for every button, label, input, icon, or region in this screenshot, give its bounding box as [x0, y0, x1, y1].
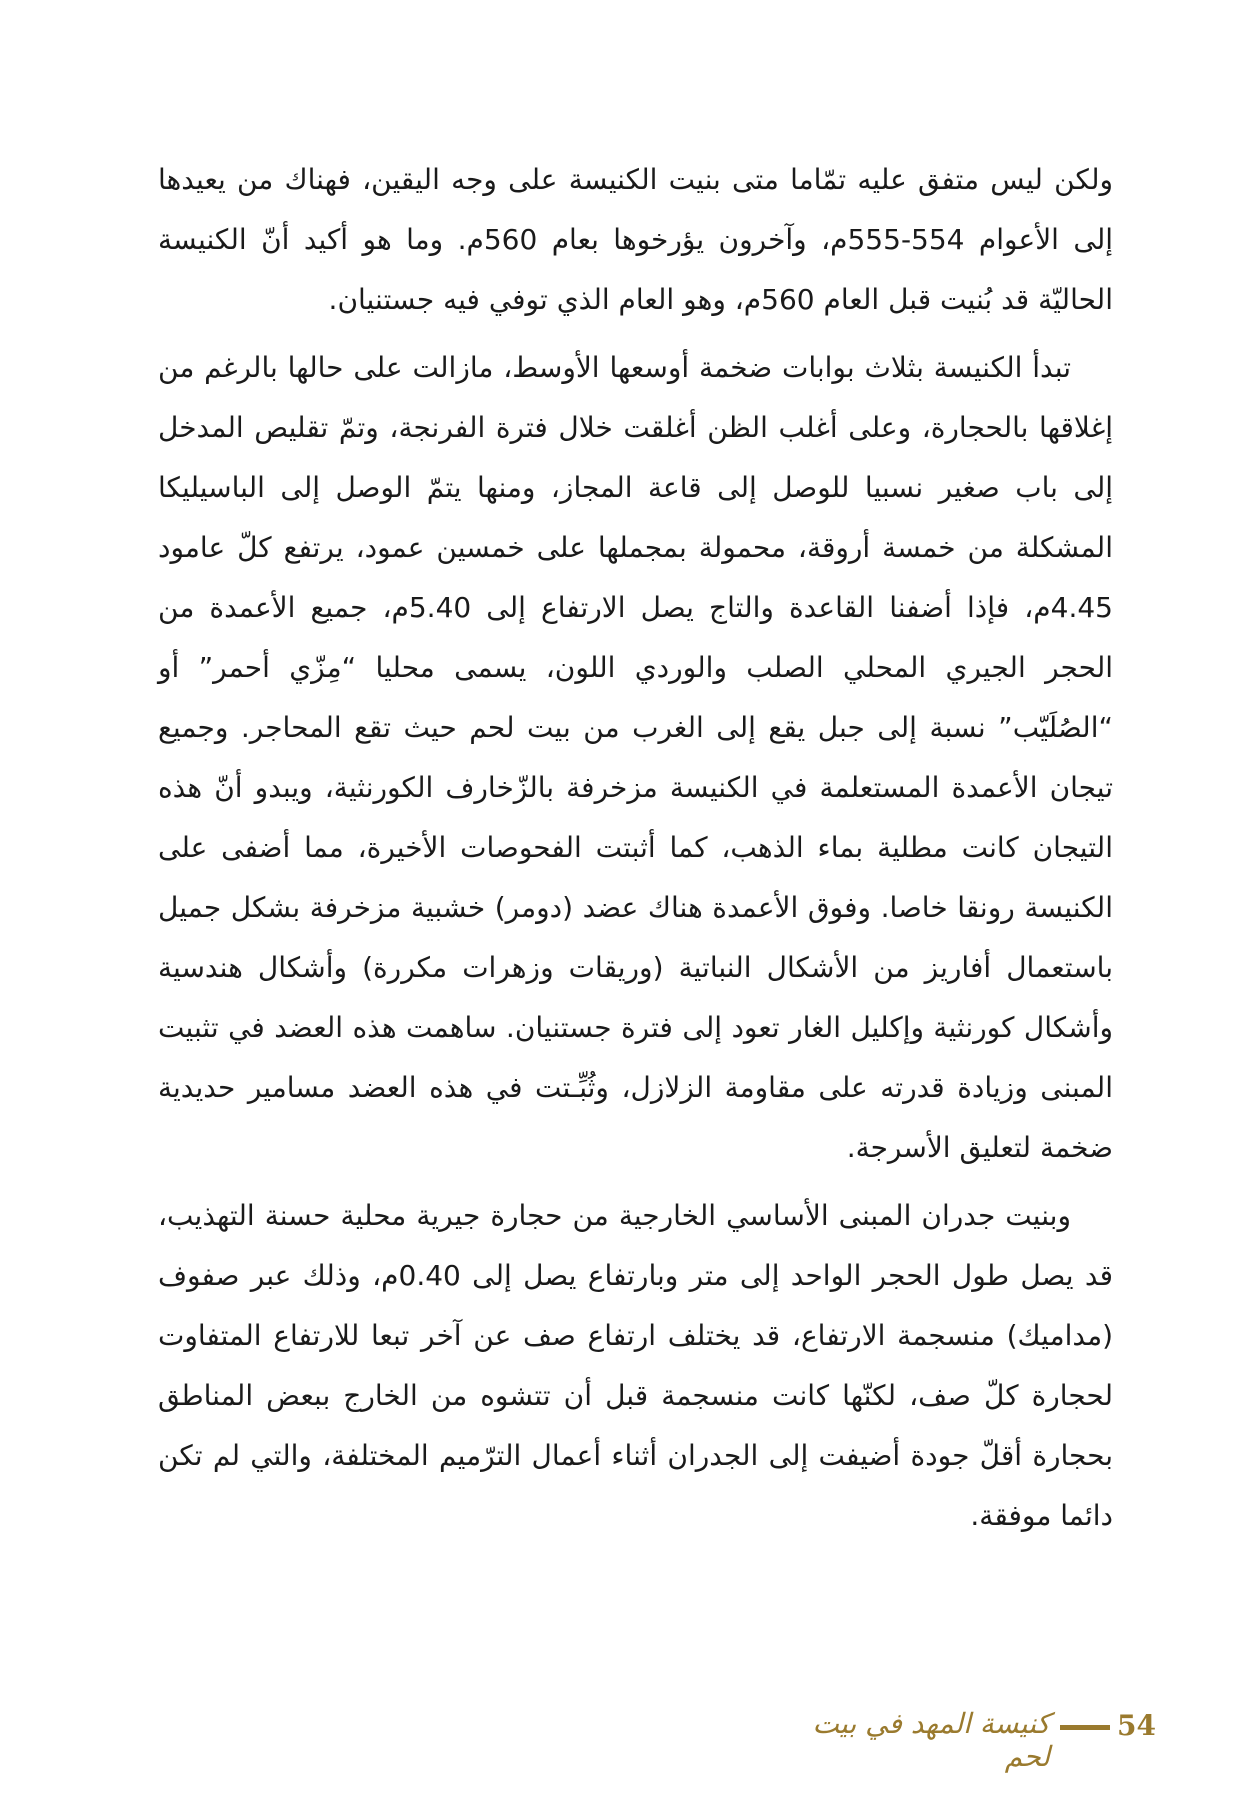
paragraph-2: تبدأ الكنيسة بثلاث بوابات ضخمة أوسعها الأوسط، مازالت على حالها بالرغم من إغلاقها بالحجارة، وعلى أغلب الظن أغلقت خلال فترة الفرنجة، وتمّ تقليص المدخل إلى باب صغير نسبيا للوصل إلى قاعة المجاز، ومنها يتمّ الوصل إلى الباسيليكا المشكلة من خمسة أروقة، محمولة بمجملها على خمسين عمود، يرتفع كلّ عامود 4.45م، فإذا أضفنا القاعدة والتاج يصل الارتفاع إلى 5.40م، جميع الأعمدة من الحجر الجيري المحلي الصلب والوردي اللون، يسمى محليا “مِزّي أحمر” أو “الصُلَيّب” نسبة إلى جبل يقع إلى الغرب من بيت لحم حيث تقع المحاجر. وجميع تيجان الأعمدة المستعلمة في الكنيسة مزخرفة بالزّخارف الكورنثية، ويبدو أنّ هذه التيجان كانت مطلية بماء الذهب، كما أثبتت الفحوصات الأخيرة، مما أضفى على الكنيسة رونقا خاصا. وفوق الأعمدة هناك عضد (دومر) خشبية مزخرفة بشكل جميل باستعمال أفاريز من الأشكال النباتية (وريقات وزهرات مكررة) وأشكال هندسية وأشكال كورنثية وإكليل الغار تعود إلى فترة جستنيان. ساهمت هذه العضد في تثبيت المبنى وزيادة قدرته على مقاومة الزلازل، وثُبِّـتت في هذه العضد مسامير حديدية ضخمة لتعليق الأسرجة. — [158, 351, 1113, 1164]
page-footer — [0, 1705, 1260, 1773]
page-number: 54 — [1117, 1709, 1156, 1742]
paragraph-1: ولكن ليس متفق عليه تمّاما متى بنيت الكنيسة على وجه اليقين، فهناك من يعيدها إلى الأعوام 554-555م، وآخرون يؤرخوها بعام 560م. وما هو أكيد أنّ الكنيسة الحاليّة قد بُنيت قبل العام 560م، وهو العام الذي توفي فيه جستنيان. — [158, 163, 1114, 316]
running-title: كنيسة المهد في بيت لحم — [812, 1707, 1050, 1773]
body-text — [158, 150, 1113, 1554]
footer-divider — [1060, 1725, 1110, 1730]
paragraph-3: وبنيت جدران المبنى الأساسي الخارجية من حجارة جيرية محلية حسنة التهذيب، قد يصل طول الحجر الواحد إلى متر وبارتفاع يصل إلى 0.40م، وذلك عبر صفوف (مداميك) منسجمة الارتفاع، قد يختلف ارتفاع صف عن آخر تبعا للارتفاع المتفاوت لحجارة كلّ صف، لكنّها كانت منسجمة قبل أن تتشوه من الخارج ببعض المناطق بحجارة أقلّ جودة أضيفت إلى الجدران أثناء أعمال الترّميم المختلفة، والتي لم تكن دائما موفقة. — [158, 1199, 1114, 1532]
